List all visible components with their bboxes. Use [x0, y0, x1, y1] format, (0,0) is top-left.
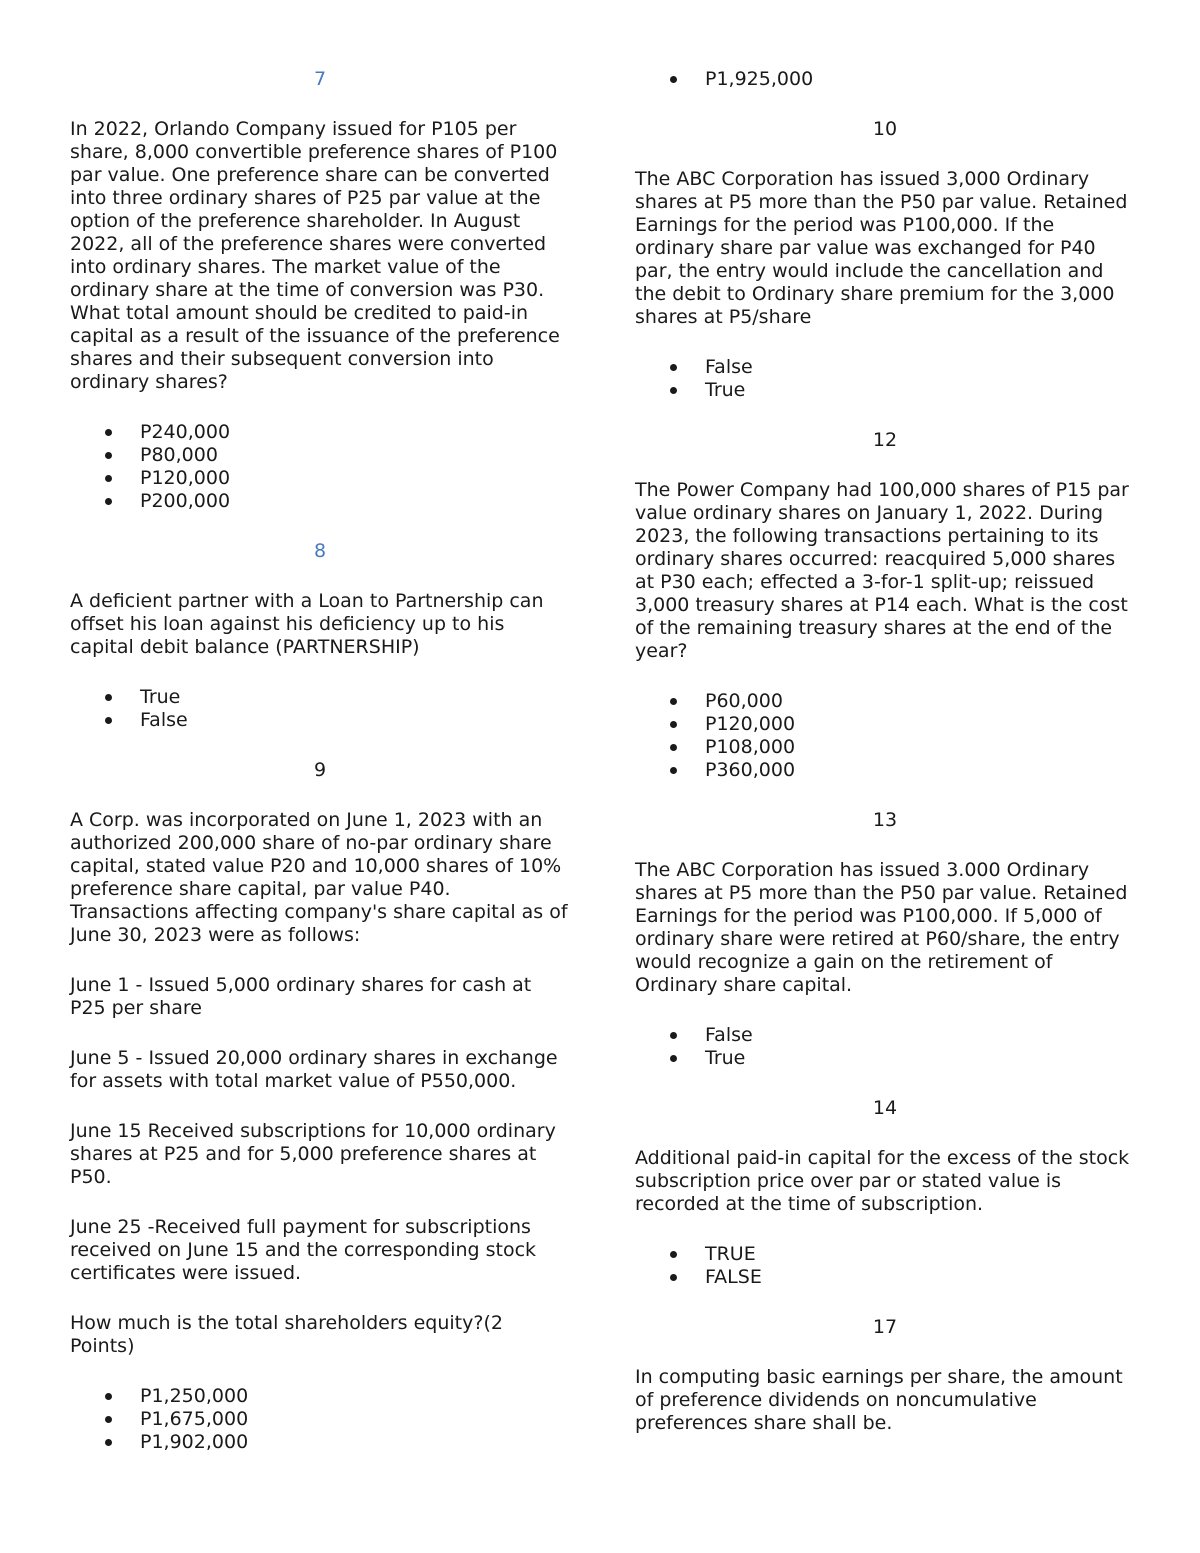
- question-9-transaction-3: June 15 Received subscriptions for 10,000 ordinary shares at P25 and for 5,000 preference shares at P50.: [70, 1120, 556, 1188]
- question-7-number: 7: [313, 68, 327, 90]
- question-10-option: True: [635, 379, 1135, 402]
- question-14-option: FALSE: [635, 1266, 1135, 1289]
- question-13-text: The ABC Corporation has issued 3.000 Ordinary shares at P5 more than the P50 par value. Retained Earnings for the period was P100,000. If 5,000 of ordinary share were retired at P60/share, the entry would recognize a gain on the retirement of Ordinary share capital.: [635, 859, 1128, 996]
- question-14-option: TRUE: [635, 1243, 1135, 1266]
- question-9-option: P1,902,000: [70, 1431, 570, 1454]
- question-9-transaction-1: June 1 - Issued 5,000 ordinary shares for cash at P25 per share: [70, 974, 532, 1019]
- question-13-option: True: [635, 1047, 1135, 1070]
- right-column: [635, 68, 1135, 1462]
- question-9-transaction-2: June 5 - Issued 20,000 ordinary shares in exchange for assets with total market value of P550,000.: [70, 1047, 558, 1092]
- question-8-option: True: [70, 686, 570, 709]
- question-13-option: False: [635, 1024, 1135, 1047]
- question-7-options: [70, 421, 570, 513]
- question-9-text: A Corp. was incorporated on June 1, 2023 with an authorized 200,000 share of no-par ordinary share capital, stated value P20 and 10,000 shares of 10% preference share capital, par value P40. Transactions affecting company's share capital as of June 30, 2023 were as follows:: [70, 809, 568, 946]
- question-12-option: P360,000: [635, 759, 1135, 782]
- question-10-number: 10: [872, 118, 898, 140]
- question-14-number: 14: [872, 1097, 898, 1119]
- question-9-options: [70, 1385, 570, 1454]
- question-14-options: [635, 1243, 1135, 1289]
- question-7-text: In 2022, Orlando Company issued for P105 per share, 8,000 convertible preference shares of P100 par value. One preference share can be converted into three ordinary shares of P25 par value at the option of the preference shareholder. In August 2022, all of the preference shares were converted into ordinary shares. The market value of the ordinary share at the time of conversion was P30. What total amount should be credited to paid-in capital as a result of the issuance of the preference shares and their subsequent conversion into ordinary shares?: [70, 118, 560, 393]
- question-7-option: P200,000: [70, 490, 570, 513]
- question-8-options: [70, 686, 570, 732]
- question-9-number: 9: [313, 759, 327, 781]
- question-10-option: False: [635, 356, 1135, 379]
- question-7-option: P240,000: [70, 421, 570, 444]
- question-9-option: P1,250,000: [70, 1385, 570, 1408]
- question-8-text: A deficient partner with a Loan to Partnership can offset his loan against his deficiency up to his capital debit balance (PARTNERSHIP): [70, 590, 544, 658]
- question-12-options: [635, 690, 1135, 782]
- question-7-option: P80,000: [70, 444, 570, 467]
- question-8-number: 8: [313, 540, 327, 562]
- question-12-option: P120,000: [635, 713, 1135, 736]
- left-column: [70, 68, 570, 1481]
- question-9-options-continued: [635, 68, 1135, 91]
- question-10-text: The ABC Corporation has issued 3,000 Ordinary shares at P5 more than the P50 par value. Retained Earnings for the period was P100,000. If the ordinary share par value was exchanged for P40 par, the entry would include the cancellation and the debit to Ordinary share premium for the 3,000 shares at P5/share: [635, 168, 1128, 328]
- question-9-question: How much is the total shareholders equity?(2 Points): [70, 1312, 503, 1357]
- question-17-text: In computing basic earnings per share, the amount of preference dividends on noncumulative preferences share shall be.: [635, 1366, 1123, 1434]
- question-13-number: 13: [872, 809, 898, 831]
- question-12-text: The Power Company had 100,000 shares of P15 par value ordinary shares on January 1, 2022. During 2023, the following transactions pertaining to its ordinary shares occurred: reacquired 5,000 shares at P30 each; effected a 3-for-1 split-up; reissued 3,000 treasury shares at P14 each. What is the cost of the remaining treasury shares at the end of the year?: [635, 479, 1129, 662]
- question-9-option: P1,925,000: [635, 68, 1135, 91]
- question-12-option: P60,000: [635, 690, 1135, 713]
- question-17-number: 17: [872, 1316, 898, 1338]
- question-8-option: False: [70, 709, 570, 732]
- question-7-option: P120,000: [70, 467, 570, 490]
- question-12-option: P108,000: [635, 736, 1135, 759]
- question-13-options: [635, 1024, 1135, 1070]
- question-9-transaction-4: June 25 -Received full payment for subscriptions received on June 15 and the corresponding stock certificates were issued.: [70, 1216, 537, 1284]
- question-10-options: [635, 356, 1135, 402]
- question-12-number: 12: [872, 429, 898, 451]
- question-14-text: Additional paid-in capital for the excess of the stock subscription price over par or stated value is recorded at the time of subscription.: [635, 1147, 1130, 1215]
- question-9-option: P1,675,000: [70, 1408, 570, 1431]
